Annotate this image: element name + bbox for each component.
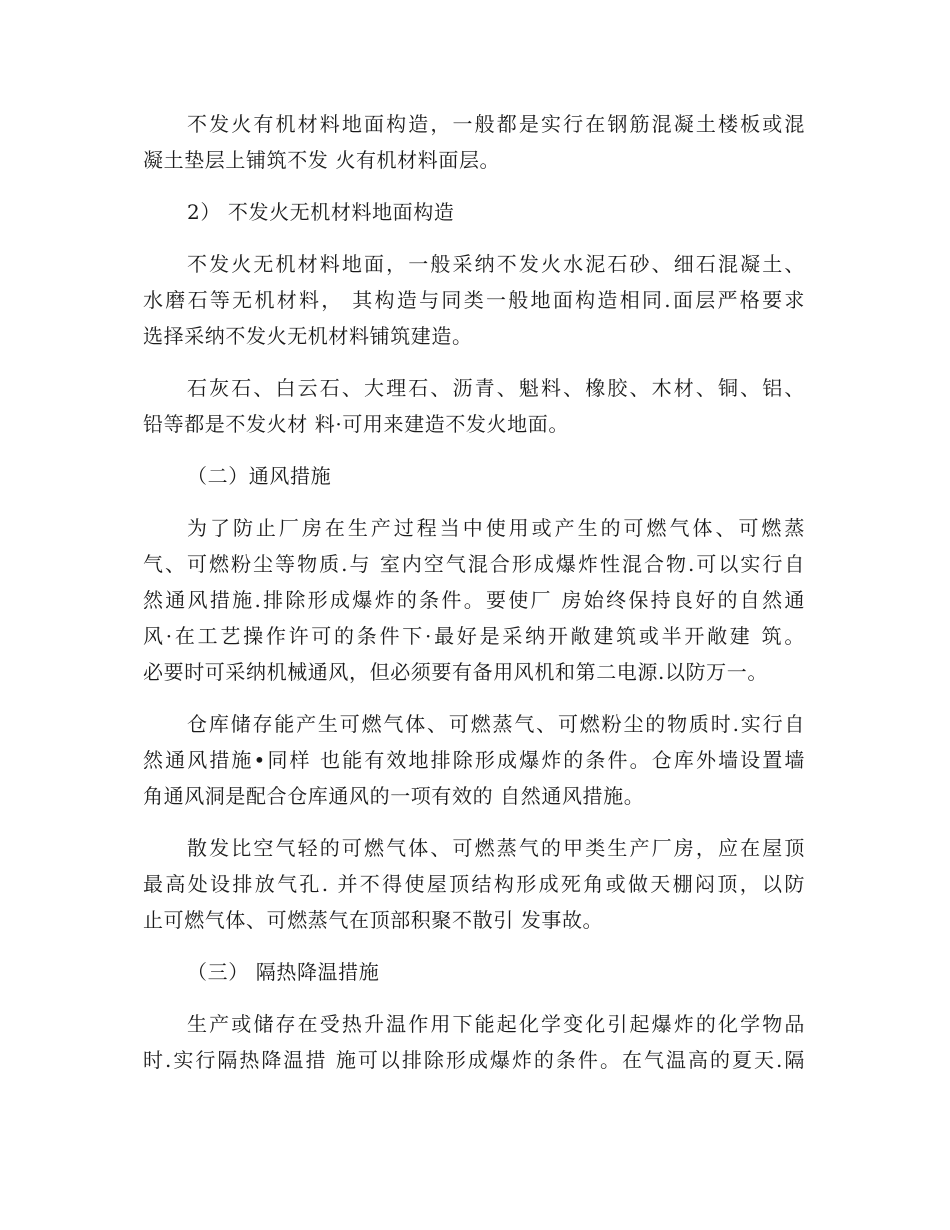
text-line: 必要时可采纳机械通风，但必须要有备用风机和第二电源.以防万一。	[143, 660, 768, 684]
heading-line: 2） 不发火无机材料地面构造	[187, 200, 455, 224]
text-line: 铅等都是不发火材 料·可用来建造不发火地面。	[143, 412, 569, 436]
section-heading	[143, 954, 805, 990]
text-line: 时.实行隔热降温措 施可以排除形成爆炸的条件。在气温高的夏天.隔	[143, 1048, 805, 1072]
section-heading	[143, 458, 805, 494]
text-line: 为了防止厂房在生产过程当中使用或产生的可燃气体、可燃蒸	[187, 516, 805, 540]
text-line: 散发比空气轻的可燃气体、可燃蒸气的甲类生产厂房，应在屋顶	[187, 836, 805, 860]
text-line: 风·在工艺操作许可的条件下·最好是采纳开敞建筑或半开敞建 筑。	[143, 624, 805, 648]
section-heading	[143, 194, 805, 230]
text-line: 石灰石、白云石、大理石、沥青、魁料、橡胶、木材、铜、铝、	[187, 376, 805, 400]
text-line: 仓库储存能产生可燃气体、可燃蒸气、可燃粉尘的物质时.实行自	[187, 712, 805, 736]
text-line: 水磨石等无机材料， 其构造与同类一般地面构造相同.面层严格要求	[143, 288, 805, 312]
text-line: 然通风措施.排除形成爆炸的条件。要使厂 房始终保持良好的自然通	[143, 588, 805, 612]
text-line: 生产或储存在受热升温作用下能起化学变化引起爆炸的化学物品	[187, 1012, 805, 1036]
heading-line: （二）通风措施	[187, 464, 332, 488]
text-line: 然通风措施•同样 也能有效地排除形成爆炸的条件。仓库外墙设置墙	[143, 748, 805, 772]
text-line: 最高处设排放气孔. 并不得使屋顶结构形成死角或做天棚闷顶，以防	[143, 872, 805, 896]
paragraph	[143, 370, 805, 442]
text-line: 不发火有机材料地面构造，一般都是实行在钢筋混凝土楼板或混	[187, 112, 805, 136]
paragraph	[143, 706, 805, 814]
text-line: 不发火无机材料地面，一般采纳不发火水泥石砂、细石混凝土、	[187, 252, 805, 276]
paragraph	[143, 510, 805, 690]
paragraph	[143, 106, 805, 178]
heading-line: （三） 隔热降温措施	[187, 960, 380, 984]
text-line: 角通风洞是配合仓库通风的一项有效的 自然通风措施。	[143, 784, 645, 808]
text-line: 止可燃气体、可燃蒸气在顶部积聚不散引 发事故。	[143, 908, 604, 932]
document-body	[143, 106, 805, 1078]
text-line: 气、可燃粉尘等物质.与 室内空气混合形成爆炸性混合物.可以实行自	[143, 552, 805, 576]
text-line: 选择采纳不发火无机材料铺筑建造。	[143, 324, 473, 348]
paragraph	[143, 246, 805, 354]
paragraph	[143, 1006, 805, 1078]
paragraph	[143, 830, 805, 938]
text-line: 凝土垫层上铺筑不发 火有机材料面层。	[143, 148, 501, 172]
